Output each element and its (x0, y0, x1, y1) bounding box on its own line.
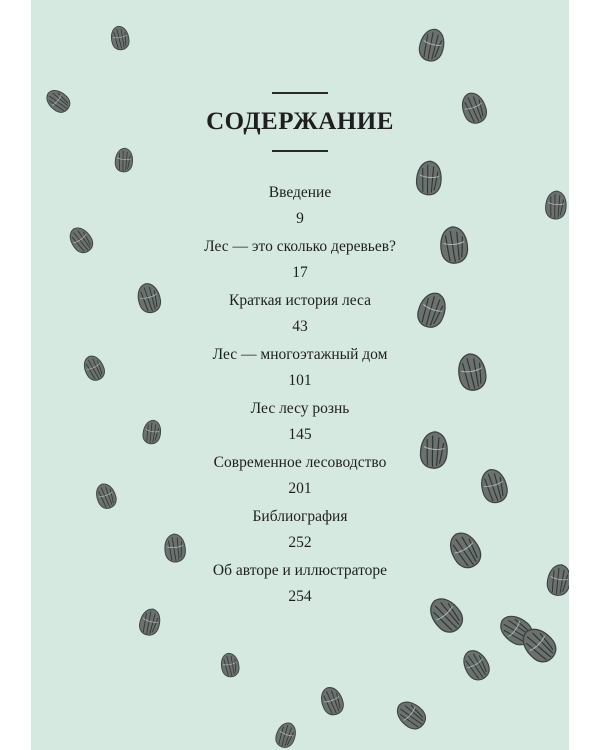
toc-entry (31, 180, 569, 234)
toc-entry-title: Об авторе и иллюстраторе (212, 562, 388, 579)
toc-entry-page: 201 (288, 480, 312, 497)
heading-block (31, 92, 569, 152)
top-rule (272, 92, 328, 94)
toc-entry-title: Лес — многоэтажный дом (212, 346, 388, 363)
toc-entry-page: 17 (292, 264, 308, 281)
toc-entry-page: 101 (288, 372, 312, 389)
bottom-rule (272, 150, 328, 152)
seed-pod-icon (417, 26, 448, 63)
toc-entry (31, 558, 569, 612)
toc-entry-page: 145 (288, 426, 312, 443)
seed-pod-icon (109, 25, 130, 51)
toc-entry-title: Библиография (252, 508, 348, 525)
toc-entry-title: Краткая история леса (228, 292, 371, 309)
toc-entry-title: Лес — это сколько деревьев? (204, 238, 396, 255)
seed-pod-icon (318, 684, 347, 717)
seed-pod-icon (219, 652, 240, 678)
toc-entry (31, 396, 569, 450)
toc-entry-page: 252 (288, 534, 312, 551)
toc-entry-title: Введение (268, 184, 332, 201)
toc-entry-title: Лес лесу рознь (250, 400, 350, 417)
seed-pod-icon (392, 697, 430, 734)
seed-pod-icon (459, 646, 494, 684)
toc-entry-page: 9 (296, 210, 304, 227)
toc-entry-page: 43 (292, 318, 308, 335)
toc-page (31, 0, 569, 750)
page-title: СОДЕРЖАНИЕ (206, 108, 394, 135)
toc-entry (31, 450, 569, 504)
seed-pod-icon (273, 720, 299, 750)
toc-entry (31, 504, 569, 558)
toc-entry (31, 342, 569, 396)
toc-entry-title: Современное лесоводство (213, 454, 387, 471)
toc-entry-page: 254 (288, 588, 312, 605)
toc-entry (31, 288, 569, 342)
toc-list (31, 180, 569, 612)
toc-entry (31, 234, 569, 288)
